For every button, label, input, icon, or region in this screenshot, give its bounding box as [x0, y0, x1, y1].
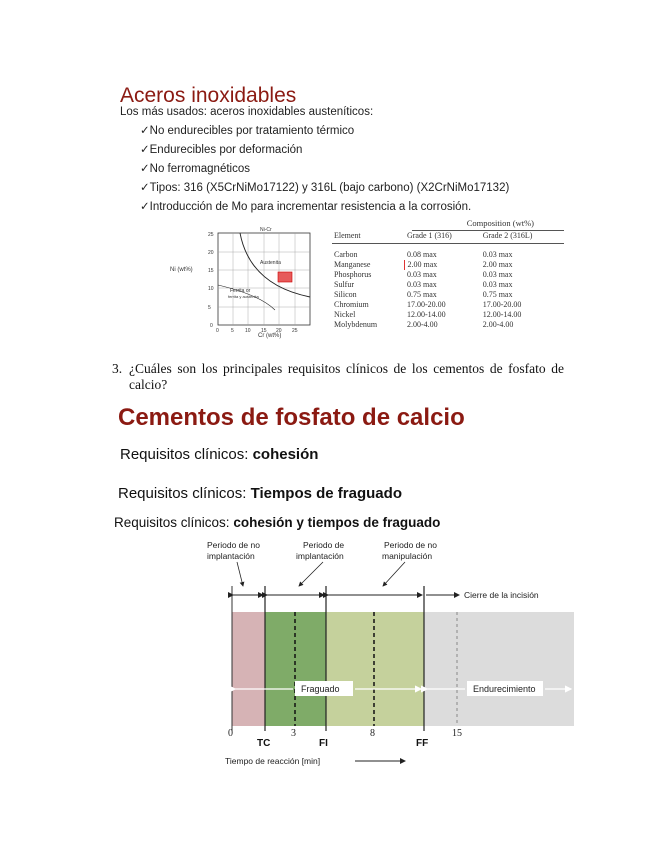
table-cell: 12.00-14.00 — [406, 309, 446, 319]
label-no-implant-2: implantación — [207, 551, 255, 561]
requirement-tiempos — [118, 485, 402, 502]
phase-diagram — [170, 225, 315, 345]
xtick: 25 — [292, 328, 298, 334]
req-prefix: Requisitos clínicos: — [120, 446, 253, 463]
table-cell: Molybdenum — [334, 319, 378, 329]
label-no-manip-2: manipulación — [382, 551, 433, 561]
ytick: 5 — [208, 305, 211, 311]
label-fi: FI — [319, 738, 328, 749]
tick-15: 15 — [452, 728, 462, 739]
pointer-no-manip — [383, 562, 405, 586]
table-row — [332, 290, 564, 300]
zone-no-implantation — [232, 612, 265, 726]
req-prefix: Requisitos clínicos: — [118, 485, 251, 502]
label-no-implant-1: Periodo de no — [207, 540, 260, 550]
table-cell: Carbon — [334, 249, 358, 259]
req-bold: cohesión y tiempos de fraguado — [233, 515, 441, 530]
diagram-top-label: Ni-Cr — [260, 227, 272, 233]
table-cell: Manganese — [334, 259, 371, 269]
tick-0: 0 — [228, 728, 233, 739]
section-title-cementos: Cementos de fosfato de calcio — [118, 404, 465, 431]
req-prefix: Requisitos clínicos: — [114, 515, 234, 530]
grade-316-region — [278, 272, 292, 282]
table-cell: 0.03 max — [406, 269, 437, 279]
axis-label: Tiempo de reacción [min] — [225, 756, 321, 766]
req-bold: cohesión — [252, 446, 319, 463]
zone-hardening — [424, 612, 574, 726]
section-subtitle: Los más usados: aceros inoxidables austeníticos: — [120, 106, 374, 118]
ytick: 0 — [210, 323, 213, 329]
table-cell: Chromium — [334, 299, 369, 309]
table-cell: 0.08 max — [406, 249, 437, 259]
ytick: 25 — [208, 232, 214, 238]
table-row — [332, 270, 564, 280]
question-number: 3. — [112, 361, 123, 376]
pointer-no-implant — [237, 562, 243, 586]
bullet-item: ✓ No endurecibles por tratamiento térmico — [140, 122, 509, 141]
table-cell: 0.03 max — [482, 269, 513, 279]
bullet-item: ✓ No ferromagnéticos — [140, 160, 509, 179]
region-ferrite2-label: ferrita y austenita — [228, 294, 259, 299]
table-cell: 2.00-4.00 — [482, 319, 514, 329]
xtick: 20 — [276, 328, 282, 334]
region-ferrite-label: Ferrita or — [230, 288, 251, 294]
table-cell: Silicon — [334, 289, 357, 299]
ytick: 10 — [208, 286, 214, 292]
label-tc: TC — [257, 738, 271, 749]
table-row — [332, 250, 564, 260]
table-cell: Nickel — [334, 309, 356, 319]
table-row — [332, 320, 564, 330]
table-cell: 0.75 max — [406, 289, 437, 299]
label-endurecimiento: Endurecimiento — [473, 684, 536, 694]
column-header: Element — [332, 231, 405, 244]
ytick: 20 — [208, 250, 214, 256]
table-cell: 0.03 max — [406, 279, 437, 289]
table-cell: 12.00-14.00 — [482, 309, 522, 319]
bullet-item: ✓ Introducción de Mo para incrementar resistencia a la corrosión. — [140, 198, 509, 217]
label-implant-2: implantación — [296, 551, 344, 561]
question-3 — [112, 361, 564, 393]
setting-time-diagram — [195, 536, 580, 768]
composition-header: Composition (wt%) — [466, 218, 534, 228]
label-fraguado: Fraguado — [301, 684, 340, 694]
zone-no-manipulation — [326, 612, 424, 726]
table-row — [332, 260, 564, 270]
ytick: 15 — [208, 268, 214, 274]
xtick: 5 — [231, 328, 234, 334]
table-cell: 2.00 max — [405, 260, 481, 270]
table-cell: 17.00-20.00 — [482, 299, 522, 309]
bullet-list — [140, 122, 509, 217]
label-ff: FF — [416, 738, 429, 749]
bullet-item: ✓ Endurecibles por deformación — [140, 141, 509, 160]
table-cell: 2.00 max — [482, 259, 513, 269]
table-cell: 0.75 max — [482, 289, 513, 299]
table-row — [332, 280, 564, 290]
requirement-cohesion — [120, 446, 318, 463]
column-header: Grade 2 (316L) — [481, 231, 564, 244]
tick-8: 8 — [370, 728, 375, 739]
question-text: ¿Cuáles son los principales requisitos clínicos de los cementos de fosfato de calcio? — [129, 361, 564, 392]
xtick: 15 — [261, 328, 267, 334]
table-cell: 17.00-20.00 — [406, 299, 446, 309]
table-cell: 0.03 max — [482, 249, 513, 259]
diagram-xlabel: Cr (wt%) — [258, 333, 282, 339]
table-cell: Sulfur — [334, 279, 354, 289]
table-header-row — [332, 231, 564, 244]
pointer-implant — [299, 562, 323, 586]
table-cell: 2.00-4.00 — [406, 319, 438, 329]
region-austenite-label: Austenita — [260, 260, 281, 266]
xtick: 0 — [216, 328, 219, 334]
table-row — [332, 310, 564, 320]
table-cell: 0.03 max — [482, 279, 513, 289]
diagram-ylabel: Ni (wt%) — [170, 267, 193, 273]
xtick: 10 — [245, 328, 251, 334]
column-header: Grade 1 (316) — [405, 231, 481, 244]
requirement-cohesion-tiempos — [114, 515, 440, 530]
label-closure: Cierre de la incisión — [464, 590, 539, 600]
tick-3: 3 — [291, 728, 296, 739]
label-implant-1: Periodo de — [303, 540, 345, 550]
table-cell: Phosphorus — [334, 269, 372, 279]
composition-table — [332, 218, 564, 330]
label-no-manip-1: Periodo de no — [384, 540, 437, 550]
table-row — [332, 300, 564, 310]
req-bold: Tiempos de fraguado — [250, 485, 402, 502]
bullet-item: ✓ Tipos: 316 (X5CrNiMo17122) y 316L (bajo carbono) (X2CrNiMo17132) — [140, 179, 509, 198]
section-title-aceros: Aceros inoxidables — [120, 84, 297, 107]
